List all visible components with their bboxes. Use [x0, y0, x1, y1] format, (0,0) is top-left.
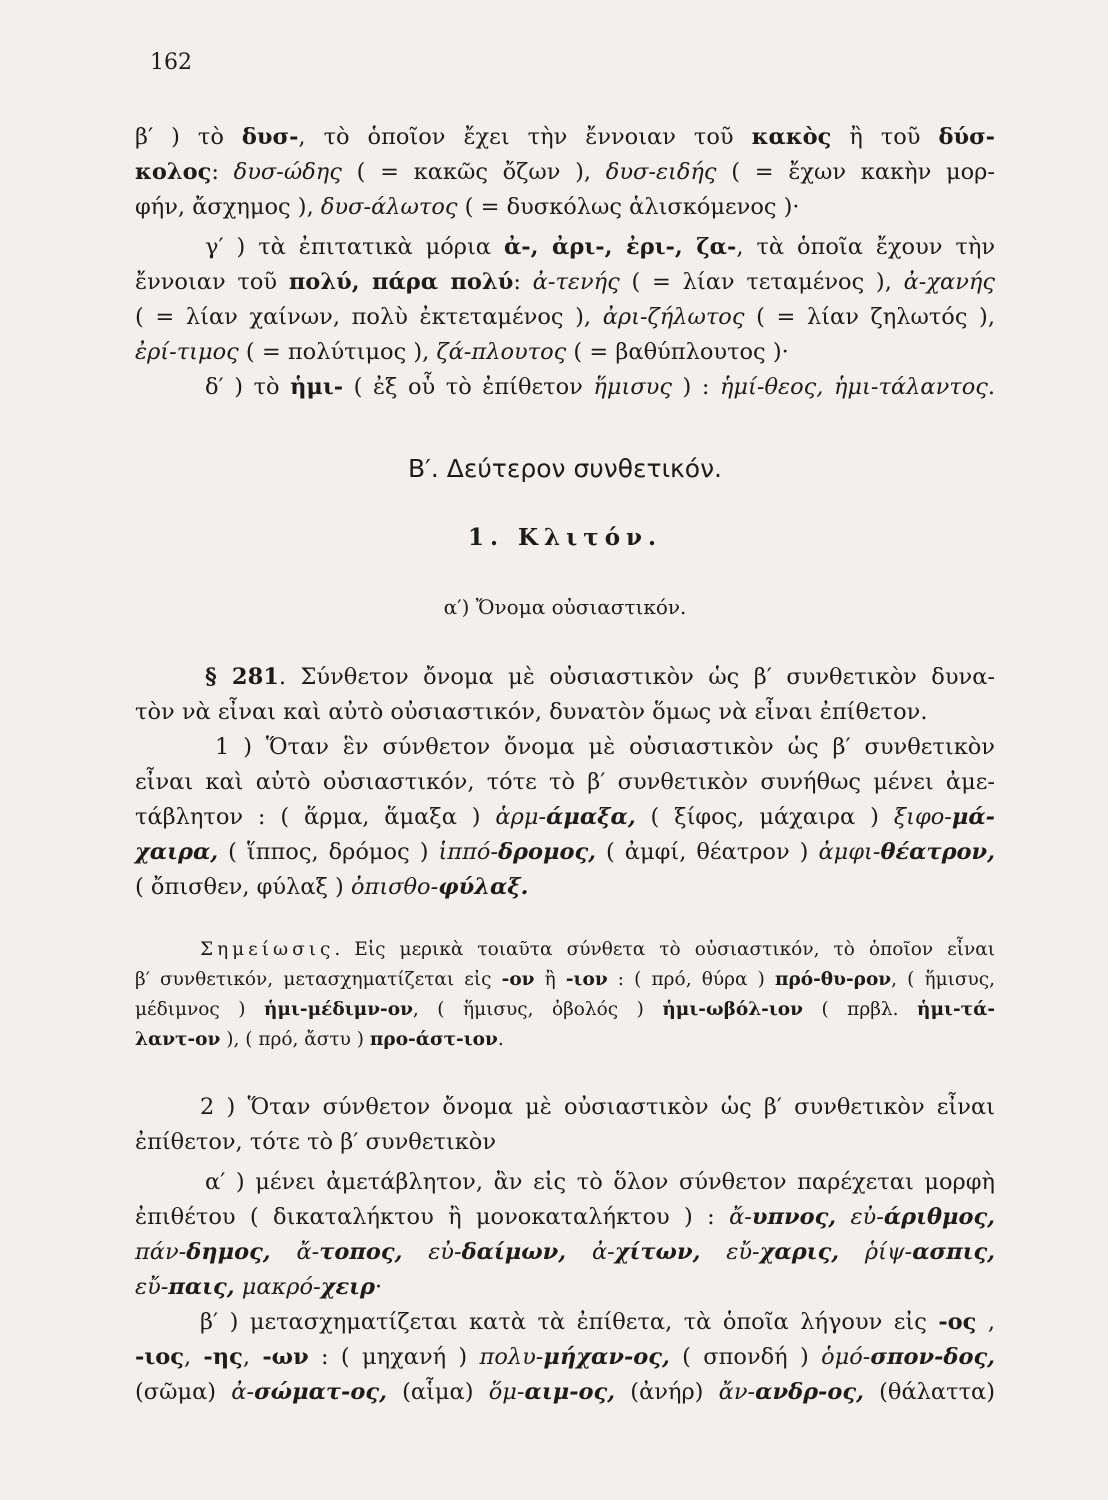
subheading: 1. Κλιτόν.: [467, 524, 663, 551]
text-line: χαιρα, ( ἵππος, δρόμος ) ἱππό-δρομος, ( ἀμφί, θέατρον ) ἀμφι-θέατρον,: [135, 839, 995, 865]
sub-subheading: α′) Ὄνομα οὐσιαστικόν.: [443, 595, 687, 619]
note-line: λαντ-ον ), ( πρό, ἄστυ ) προ-άστ-ιον.: [135, 1029, 504, 1050]
text-line: ἐπιθέτου ( δικαταλήκτου ἢ μονοκαταλήκτου ) : ἄ-υπνος, εὐ-άριθμος,: [135, 1204, 995, 1230]
text-line: 1 ) Ὅταν ἓν σύνθετον ὄνομα μὲ οὐσιαστικὸν ὡς β′ συνθετικὸν: [215, 734, 995, 760]
page-number: 162: [150, 50, 192, 75]
text-line: πάν-δημος, ἄ-τοπος, εὐ-δαίμων, ἀ-χίτων, εὔ-χαρις, ῥίψ-ασπις,: [135, 1239, 996, 1265]
text-line: κολος: δυσ-ώδης ( = κακῶς ὄζων ), δυσ-ειδής ( = ἔχων κακὴν μορ-: [135, 159, 995, 185]
text-line: β′ ) μετασχηματίζεται κατὰ τὰ ἐπίθετα, τὰ ὁποῖα λήγουν εἰς -ος ,: [200, 1309, 995, 1335]
section-heading: Β′. Δεύτερον συνθετικόν.: [408, 454, 722, 483]
text-line: 2 ) Ὅταν σύνθετον ὄνομα μὲ οὐσιαστικὸν ὡς β′ συνθετικὸν εἶναι: [200, 1094, 995, 1120]
text-line: (σῶμα) ἀ-σώματ-ος, (αἷμα) ὅμ-αιμ-ος, (ἀνήρ) ἄν-ανδρ-ος, (θάλαττα): [135, 1379, 995, 1405]
text-line: εἶναι καὶ αὐτὸ οὐσιαστικόν, τότε τὸ β′ συνθετικὸν συνήθως μένει ἀμε-: [135, 769, 995, 795]
note-line: μέδιμνος ) ἡμι-μέδιμν-ον, ( ἥμισυς, ὀβολός ) ἡμι-ωβόλ-ιον ( πρβλ. ἡμι-τά-: [135, 999, 995, 1020]
text-line: β′ ) τὸ δυσ-, τὸ ὁποῖον ἔχει τὴν ἔννοιαν τοῦ κακὸς ἢ τοῦ δύσ-: [135, 124, 996, 150]
note-line: Σημείωσις. Εἰς μερικὰ τοιαῦτα σύνθετα τὸ οὐσιαστικόν, τὸ ὁποῖον εἶναι: [200, 939, 995, 960]
text-line: ἔννοιαν τοῦ πολύ, πάρα πολύ: ἀ-τενής ( = λίαν τεταμένος ), ἀ-χανής: [135, 269, 995, 295]
text-line: ἐρί-τιμος ( = πολύτιμος ), ζά-πλουτος ( = βαθύπλουτος )·: [135, 339, 789, 365]
text-line: ἐπίθετον, τότε τὸ β′ συνθετικὸν: [135, 1129, 496, 1155]
note-line: β′ συνθετικόν, μετασχηματίζεται εἰς -ον ἢ -ιον : ( πρό, θύρα ) πρό-θυ-ρον, ( ἥμισυς,: [135, 969, 995, 990]
text-line: § 281. Σύνθετον ὄνομα μὲ οὐσιαστικὸν ὡς β′ συνθετικὸν δυνα-: [205, 664, 995, 690]
text-line: ( = λίαν χαίνων, πολὺ ἐκτεταμένος ), ἀρι-ζήλωτος ( = λίαν ζηλωτός ),: [135, 304, 995, 330]
text-line: -ιος, -ης, -ων : ( μηχανή ) πολυ-μήχαν-ος, ( σπονδή ) ὁμό-σπον-δος,: [135, 1344, 995, 1370]
text-line: ( ὄπισθεν, φύλαξ ) ὀπισθο-φύλαξ.: [135, 874, 529, 900]
text-line: γ′ ) τὰ ἐπιτατικὰ μόρια ἀ-, ἀρι-, ἐρι-, ζα-, τὰ ὁποῖα ἔχουν τὴν: [205, 234, 995, 260]
text-line: εὔ-παις, μακρό-χειρ·: [135, 1274, 383, 1300]
text-line: τὸν νὰ εἶναι καὶ αὐτὸ οὐσιαστικόν, δυνατὸν ὅμως νὰ εἶναι ἐπίθετον.: [135, 699, 928, 725]
text-line: τάβλητον : ( ἅρμα, ἅμαξα ) ἁρμ-άμαξα, ( ξίφος, μάχαιρα ) ξιφο-μά-: [135, 804, 995, 830]
text-line: δ′ ) τὸ ἡμι- ( ἐξ οὗ τὸ ἐπίθετον ἥμισυς ) : ἡμί-θεος, ἡμι-τάλαντος.: [205, 374, 995, 400]
text-line: α′ ) μένει ἀμετάβλητον, ἂν εἰς τὸ ὅλον σύνθετον παρέχεται μορφὴ: [205, 1169, 995, 1195]
text-line: φήν, ἄσχημος ), δυσ-άλωτος ( = δυσκόλως ἁλισκόμενος )·: [135, 194, 800, 220]
